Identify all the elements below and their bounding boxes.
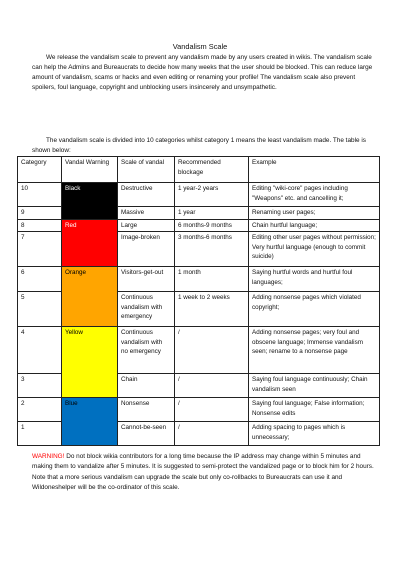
table-row [18,398,380,422]
cell-example: Chain hurtful language; [249,219,380,232]
cell-blockage: 1 month [175,267,249,292]
document-title: Vandalism Scale [172,42,228,51]
header-category: Category [18,157,62,183]
cell-example: Saying foul language continuously; Chain vandalism seen [249,374,380,398]
cell-example: Saying foul language; False information; Nonsense edits [249,398,380,422]
table-row [18,219,380,232]
cell-scale: Visitors-get-out [118,267,175,292]
cell-blockage: 3 months-6 months [175,232,249,267]
cell-warning-orange: Orange [62,267,118,327]
cell-scale: Massive [118,207,175,220]
cell-scale: Large [118,219,175,232]
cell-example: Adding spacing to pages which is unnecessary; [249,422,380,446]
cell-example: Adding nonsense pages which violated copyright; [249,292,380,327]
cell-category: 3 [18,374,62,398]
cell-warning-black: Black [62,183,118,220]
header-recommended-blockage: Recommended blockage [175,157,249,183]
cell-scale: Cannot-be-seen [118,422,175,446]
cell-blockage: / [175,398,249,422]
cell-scale: Nonsense [118,398,175,422]
table-intro-text: The vandalism scale is divided into 10 categories whilst category 1 means the least vandalism made. The table is shown below: [32,137,366,155]
table-row [18,327,380,374]
cell-example: Editing other user pages without permission; Very hurtful language (enough to commit suicide) [249,232,380,267]
cell-blockage: 1 week to 2 weeks [175,292,249,327]
cell-scale: Continuous vandalism with no emergency [118,327,175,374]
cell-blockage: / [175,374,249,398]
table-row [18,267,380,292]
cell-blockage: 1 year-2 years [175,183,249,207]
warning-label: WARNING! [32,453,65,460]
cell-category: 9 [18,207,62,220]
intro-text: We release the vandalism scale to prevent any vandalism made by any users created in wikis. The vandalism scale can help the Admins and Bureaucrats to decide how many weeks that the user should be blocked. This can reduce large amount of vandalism, scams or hacks and even editing or renaming your profile! The vandalism scale also prevent spoilers, foul language, copyright and unblocking users insincerely and unsympathetic. [32,54,373,92]
header-scale-of-vandal: Scale of vandal [118,157,175,183]
cell-warning-red: Red [62,219,118,267]
cell-warning-yellow: Yellow [62,327,118,398]
cell-example: Adding nonsense pages; very foul and obscene language; Immense vandalism seen; rename to a nonsense page [249,327,380,374]
cell-category: 10 [18,183,62,207]
vandalism-scale-table [17,156,380,446]
cell-example: Editing "wiki-core" pages including "Weapons" etc. and cancelling it; [249,183,380,207]
table-row [18,183,380,207]
cell-category: 8 [18,219,62,232]
cell-scale: Chain [118,374,175,398]
cell-blockage: / [175,327,249,374]
notes-paragraph [32,452,377,493]
cell-category: 6 [18,267,62,292]
cell-blockage: 6 months-9 months [175,219,249,232]
cell-scale: Image-broken [118,232,175,267]
header-example: Example [249,157,380,183]
cell-category: 1 [18,422,62,446]
cell-warning-blue: Blue [62,398,118,446]
table-header-row [18,157,380,183]
warning-text: Do not block wikia contributors for a long time because the IP address may change within 5 minutes and making them to vandalize after 5 minutes. It is suggested to semi-protect the vandalized page or to block him for 2 hours. [32,453,374,471]
intro-paragraph [32,53,374,93]
note-text: Note that a more serious vandalism can upgrade the scale but only co-rollbacks to Bureaucrats can use it and Wildoneshelper will be the co-ordinator of this scale. [32,473,343,491]
cell-example: Saying hurtful words and hurtful foul languages; [249,267,380,292]
cell-scale: Destructive [118,183,175,207]
table-intro-paragraph [32,136,374,156]
cell-category: 7 [18,232,62,267]
header-vandal-warning: Vandal Warning [62,157,118,183]
cell-category: 2 [18,398,62,422]
cell-category: 4 [18,327,62,374]
cell-blockage: 1 year [175,207,249,220]
cell-scale: Continuous vandalism with emergency [118,292,175,327]
cell-blockage: / [175,422,249,446]
cell-example: Renaming user pages; [249,207,380,220]
cell-category: 5 [18,292,62,327]
